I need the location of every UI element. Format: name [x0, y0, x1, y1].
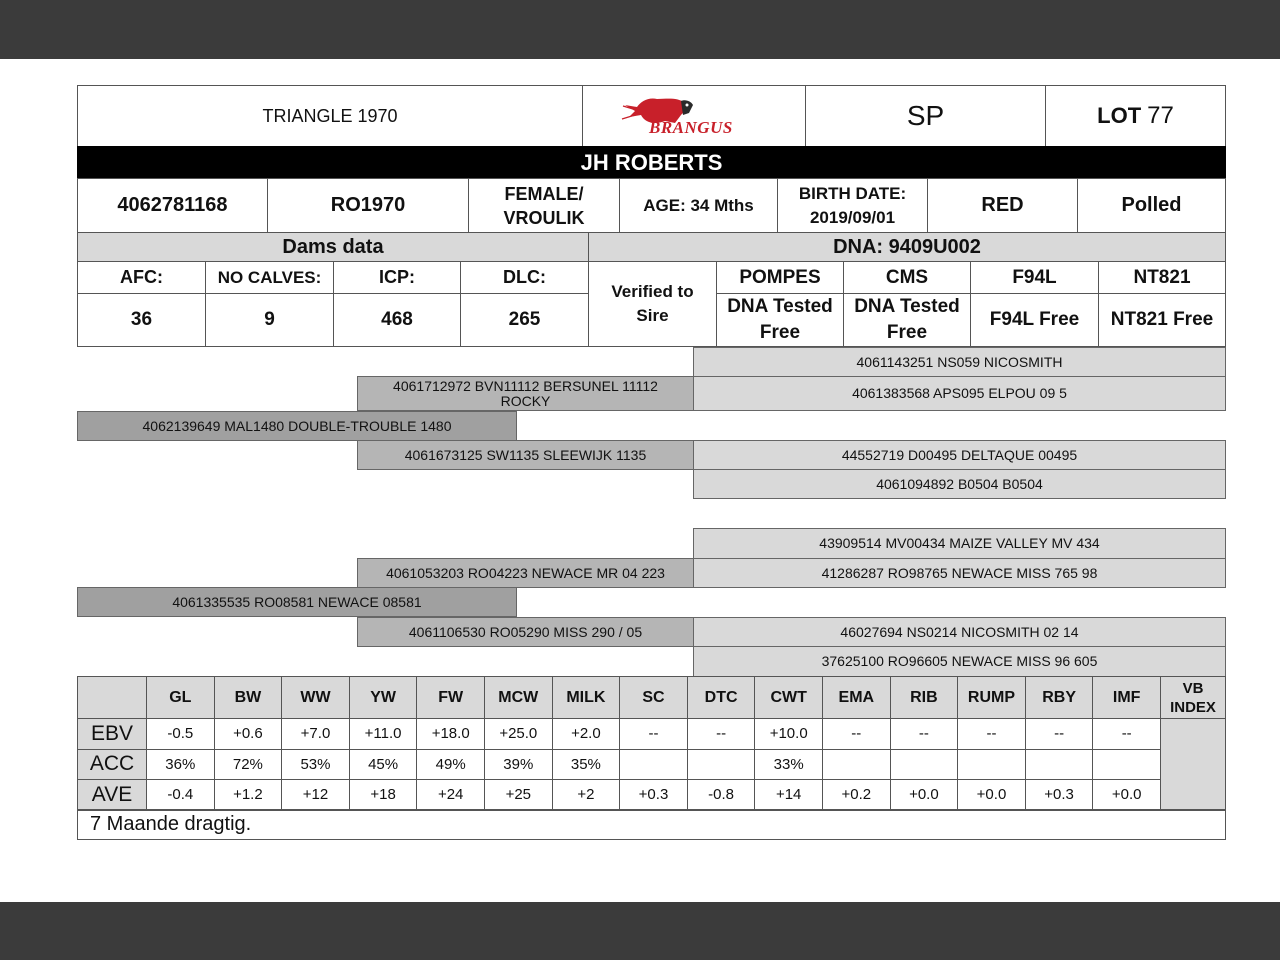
cms-header: CMS [843, 261, 971, 294]
comment: 7 Maande dragtig. [77, 809, 1226, 840]
ebv-cell-ebv-cwt: +10.0 [754, 718, 823, 750]
ebv-header-gl: GL [146, 676, 215, 719]
pedigree-sss: 4061143251 NS059 NICOSMITH [693, 347, 1226, 377]
ebv-row-label-acc: ACC [77, 749, 147, 781]
ebv-cell-ebv-sc: -- [619, 718, 688, 750]
ebv-header-ww: WW [281, 676, 350, 719]
ebv-cell-acc-sc [619, 749, 688, 781]
ebv-header-bw: BW [214, 676, 283, 719]
lot-number: 77 [1147, 102, 1174, 129]
dlc-header: DLC: [460, 261, 589, 294]
brangus-logo [582, 85, 806, 147]
breeder-banner: JH ROBERTS [77, 146, 1226, 179]
ebv-cell-ebv-ema: -- [822, 718, 891, 750]
ebv-cell-acc-cwt: 33% [754, 749, 823, 781]
ebv-cell-acc-imf [1092, 749, 1161, 781]
cms-value: DNA Tested Free [843, 293, 971, 347]
ebv-cell-ave-ema: +0.2 [822, 779, 891, 811]
ebv-cell-ebv-bw: +0.6 [214, 718, 283, 750]
ebv-cell-ebv-yw: +11.0 [349, 718, 418, 750]
ebv-header-fw: FW [416, 676, 485, 719]
ebv-cell-ebv-mcw: +25.0 [484, 718, 553, 750]
bottom-letterbox [0, 902, 1280, 960]
ebv-cell-ave-cwt: +14 [754, 779, 823, 811]
birth-date [777, 178, 928, 233]
pedigree-dsd: 41286287 RO98765 NEWACE MISS 765 98 [693, 558, 1226, 588]
pompes-value: DNA Tested Free [716, 293, 844, 347]
horn-status: Polled [1077, 178, 1226, 233]
no-calves-value: 9 [205, 293, 334, 347]
no-calves-header: NO CALVES: [205, 261, 334, 294]
colour: RED [927, 178, 1078, 233]
vb-index-value [1160, 718, 1226, 811]
ebv-header-rib: RIB [890, 676, 959, 719]
age: AGE: 34 Mths [619, 178, 778, 233]
lot-label: LOT [1097, 103, 1142, 128]
animal-code: RO1970 [267, 178, 469, 233]
pedigree-sire-sire: 4061712972 BVN11112 BERSUNEL 11112 ROCKY [357, 376, 694, 411]
ebv-row-label-ebv: EBV [77, 718, 147, 750]
ebv-cell-acc-dtc [687, 749, 756, 781]
f94l-value: F94L Free [970, 293, 1099, 347]
ebv-cell-ave-dtc: -0.8 [687, 779, 756, 811]
afc-header: AFC: [77, 261, 206, 294]
ebv-cell-acc-fw: 49% [416, 749, 485, 781]
ebv-cell-ave-sc: +0.3 [619, 779, 688, 811]
ebv-cell-ebv-rib: -- [890, 718, 959, 750]
ebv-cell-ebv-ww: +7.0 [281, 718, 350, 750]
ebv-header-ema: EMA [822, 676, 891, 719]
ebv-cell-ave-fw: +24 [416, 779, 485, 811]
ebv-cell-acc-ww: 53% [281, 749, 350, 781]
birth-date-value: 2019/09/01 [809, 207, 896, 227]
icp-value: 468 [333, 293, 461, 347]
logo-wordmark: BRANGUS [649, 118, 733, 137]
ebv-cell-ave-gl: -0.4 [146, 779, 215, 811]
dlc-value: 265 [460, 293, 589, 347]
ebv-cell-acc-bw: 72% [214, 749, 283, 781]
ebv-cell-ave-rby: +0.3 [1025, 779, 1094, 811]
pompes-header: POMPES [716, 261, 844, 294]
pedigree-sire: 4062139649 MAL1480 DOUBLE-TROUBLE 1480 [77, 411, 517, 441]
ebv-cell-ave-imf: +0.0 [1092, 779, 1161, 811]
icp-header: ICP: [333, 261, 461, 294]
dams-data-title: Dams data [77, 232, 589, 262]
category-code: SP [805, 85, 1046, 147]
ebv-cell-ave-rib: +0.0 [890, 779, 959, 811]
ebv-row-label-ave: AVE [77, 779, 147, 811]
ebv-cell-acc-rby [1025, 749, 1094, 781]
ebv-cell-acc-yw: 45% [349, 749, 418, 781]
pedigree-sire-dam: 4061673125 SW1135 SLEEWIJK 1135 [357, 440, 694, 470]
ebv-header-cwt: CWT [754, 676, 823, 719]
ebv-header-dtc: DTC [687, 676, 756, 719]
ebv-header-yw: YW [349, 676, 418, 719]
ebv-cell-acc-ema [822, 749, 891, 781]
ebv-header-rby: RBY [1025, 676, 1094, 719]
ebv-cell-ave-ww: +12 [281, 779, 350, 811]
ebv-cell-ebv-rump: -- [957, 718, 1026, 750]
pedigree-dam: 4061335535 RO08581 NEWACE 08581 [77, 587, 517, 617]
pedigree-dss: 43909514 MV00434 MAIZE VALLEY MV 434 [693, 528, 1226, 559]
ebv-cell-ave-bw: +1.2 [214, 779, 283, 811]
pedigree-dds: 46027694 NS0214 NICOSMITH 02 14 [693, 617, 1226, 647]
afc-value: 36 [77, 293, 206, 347]
pedigree-dam-dam: 4061106530 RO05290 MISS 290 / 05 [357, 617, 694, 647]
ebv-header-imf: IMF [1092, 676, 1161, 719]
birth-date-label: BIRTH DATE: [798, 183, 907, 203]
ebv-cell-ebv-milk: +2.0 [552, 718, 621, 750]
pedigree-sdd: 4061094892 B0504 B0504 [693, 469, 1226, 499]
ebv-table [77, 676, 1226, 810]
nt821-header: NT821 [1098, 261, 1226, 294]
ebv-cell-acc-rump [957, 749, 1026, 781]
ebv-header-sc: SC [619, 676, 688, 719]
lot-cell [1045, 85, 1226, 147]
sex: FEMALE/ VROULIK [468, 178, 620, 233]
ebv-cell-acc-milk: 35% [552, 749, 621, 781]
pedigree-dam-sire: 4061053203 RO04223 NEWACE MR 04 223 [357, 558, 694, 588]
ebv-cell-ebv-fw: +18.0 [416, 718, 485, 750]
ebv-header-milk: MILK [552, 676, 621, 719]
nt821-value: NT821 Free [1098, 293, 1226, 347]
f94l-header: F94L [970, 261, 1099, 294]
ebv-cell-ave-yw: +18 [349, 779, 418, 811]
ebv-cell-ebv-rby: -- [1025, 718, 1094, 750]
vb-index-header: VB INDEX [1160, 676, 1226, 719]
ebv-cell-ave-milk: +2 [552, 779, 621, 811]
ebv-cell-ave-rump: +0.0 [957, 779, 1026, 811]
ebv-cell-acc-rib [890, 749, 959, 781]
pedigree-ssd: 4061383568 APS095 ELPOU 09 5 [693, 376, 1226, 411]
dna-title: DNA: 9409U002 [588, 232, 1226, 262]
ebv-cell-ebv-imf: -- [1092, 718, 1161, 750]
registration-number: 4062781168 [77, 178, 268, 233]
ebv-cell-acc-gl: 36% [146, 749, 215, 781]
pedigree-sds: 44552719 D00495 DELTAQUE 00495 [693, 440, 1226, 470]
verified-to-sire: Verified to Sire [588, 261, 717, 347]
ebv-header-corner [77, 676, 147, 719]
top-letterbox [0, 0, 1280, 59]
ebv-cell-ebv-gl: -0.5 [146, 718, 215, 750]
ebv-cell-acc-mcw: 39% [484, 749, 553, 781]
ebv-header-mcw: MCW [484, 676, 553, 719]
ebv-cell-ebv-dtc: -- [687, 718, 756, 750]
ebv-cell-ave-mcw: +25 [484, 779, 553, 811]
ebv-header-rump: RUMP [957, 676, 1026, 719]
pedigree-ddd: 37625100 RO96605 NEWACE MISS 96 605 [693, 646, 1226, 677]
animal-name: TRIANGLE 1970 [77, 85, 583, 147]
